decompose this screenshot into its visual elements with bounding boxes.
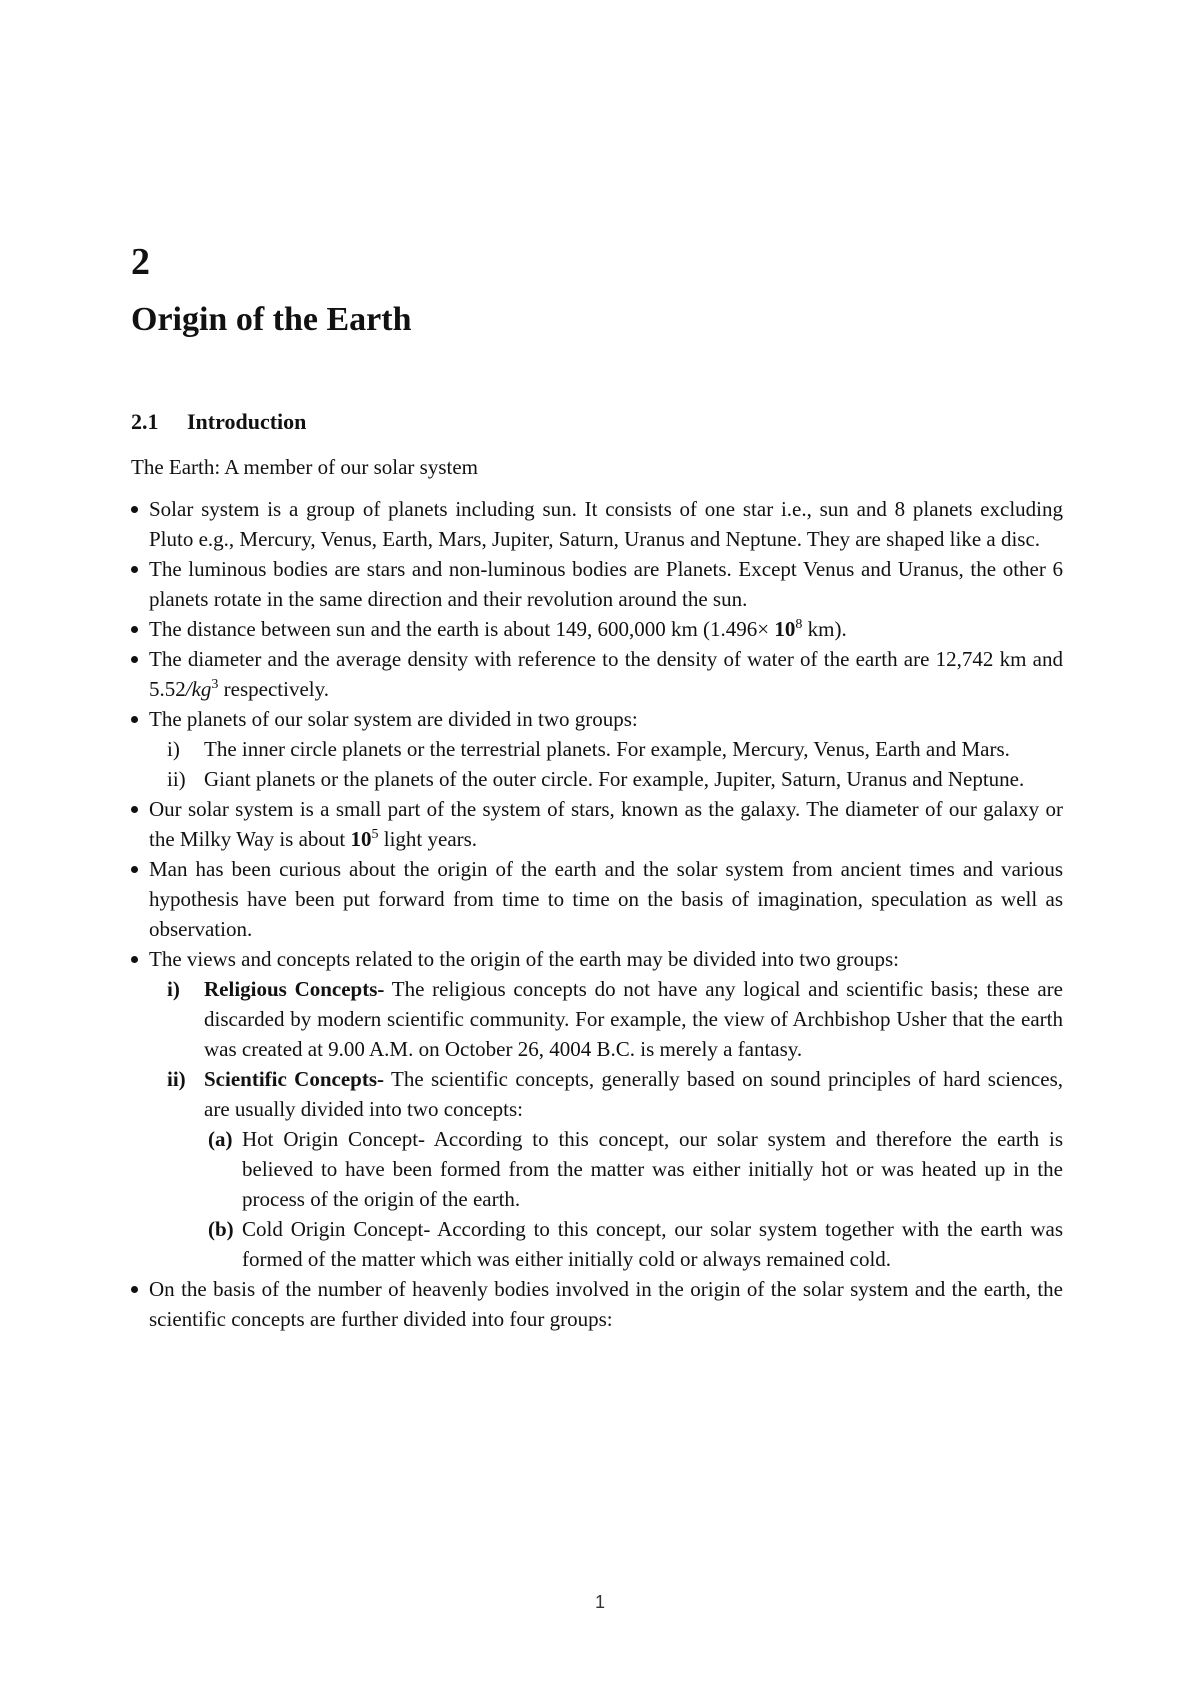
intro-line: The Earth: A member of our solar system bbox=[131, 455, 479, 479]
planet-groups-list bbox=[149, 734, 1063, 794]
distance-unit: km). bbox=[802, 617, 847, 641]
subconcept-text: Hot Origin Concept- According to this concept, our solar system and therefore the earth is believed to have been formed from the matter was either initially hot or was heated up in the process of the origin of the earth. bbox=[242, 1127, 1063, 1211]
distance-text: The distance between sun and the earth is about 149, 600,000 km (1.496× bbox=[149, 617, 775, 641]
galaxy-power-exponent: 5 bbox=[371, 827, 379, 842]
subconcept-hot-origin bbox=[204, 1124, 1063, 1214]
density-unit: /kg bbox=[185, 677, 212, 701]
concepts-list bbox=[149, 974, 1063, 1274]
galaxy-power-base: 10 bbox=[350, 827, 372, 851]
bullet-diameter-density bbox=[131, 644, 1063, 704]
list-marker: ii) bbox=[167, 767, 186, 791]
section-heading bbox=[131, 408, 306, 436]
concept-term: Scientific Concepts- bbox=[204, 1067, 385, 1091]
list-marker: (b) bbox=[208, 1217, 234, 1241]
subconcept-cold-origin bbox=[204, 1214, 1063, 1274]
concept-text: The religious concepts do not have any logical and scientific basis; these are discarded by modern scientific community. For example, the view of Archbishop Usher that the earth was created at 9.00 A.M. on October 26, 4004 B.C. is merely a fantasy. bbox=[204, 977, 1063, 1061]
body-text bbox=[131, 452, 1063, 1334]
planet-group-item bbox=[149, 734, 1063, 764]
bullet-heavenly-bodies: On the basis of the number of heavenly bodies involved in the origin of the solar system and the earth, the scientific concepts are further divided into four groups: bbox=[131, 1274, 1063, 1334]
section-number: 2.1 bbox=[131, 409, 159, 434]
concept-term: Religious Concepts- bbox=[204, 977, 385, 1001]
bullet-planet-groups bbox=[131, 704, 1063, 794]
scientific-subconcepts-list bbox=[204, 1124, 1063, 1274]
density-unit-exponent: 3 bbox=[211, 677, 219, 692]
distance-power-base: 10 bbox=[774, 617, 796, 641]
chapter-number: 2 bbox=[131, 241, 150, 283]
bullet-solar-system: Solar system is a group of planets including sun. It consists of one star i.e., sun and 8 planets excluding Pluto e.g., Mercury, Venus, Earth, Mars, Jupiter, Saturn, Uranus and Neptune. They are shaped like a disc. bbox=[131, 494, 1063, 554]
density-suffix: respectively. bbox=[218, 677, 329, 701]
planet-group-text: The inner circle planets or the terrestrial planets. For example, Mercury, Venus, Earth and Mars. bbox=[204, 737, 1010, 761]
bullet-list bbox=[131, 494, 1063, 1334]
bullet-curiosity: Man has been curious about the origin of the earth and the solar system from ancient times and various hypothesis have been put forward from time to time on the basis of imagination, speculation as well as observation. bbox=[131, 854, 1063, 944]
subconcept-text: Cold Origin Concept- According to this concept, our solar system together with the earth was formed of the matter which was either initially cold or always remained cold. bbox=[242, 1217, 1063, 1271]
section-title: Introduction bbox=[187, 409, 307, 434]
planet-group-item bbox=[149, 764, 1063, 794]
list-marker: i) bbox=[167, 977, 180, 1001]
diameter-text: The diameter and the average density with reference to the density of water of the earth are 12,742 km and 5.52 bbox=[149, 647, 1063, 701]
concept-item-religious bbox=[149, 974, 1063, 1064]
bullet-galaxy bbox=[131, 794, 1063, 854]
bullet-distance bbox=[131, 614, 1063, 644]
list-marker: (a) bbox=[208, 1127, 233, 1151]
bullet-views-concepts bbox=[131, 944, 1063, 1274]
planet-group-text: Giant planets or the planets of the outer circle. For example, Jupiter, Saturn, Uranus and Neptune. bbox=[204, 767, 1025, 791]
bullet-luminous-bodies: The luminous bodies are stars and non-luminous bodies are Planets. Except Venus and Uranus, the other 6 planets rotate in the same direction and their revolution around the sun. bbox=[131, 554, 1063, 614]
list-marker: ii) bbox=[167, 1067, 186, 1091]
galaxy-text: Our solar system is a small part of the system of stars, known as the galaxy. The diameter of our galaxy or the Milky Way is about bbox=[149, 797, 1063, 851]
galaxy-suffix: light years. bbox=[378, 827, 478, 851]
views-concepts-text: The views and concepts related to the origin of the earth may be divided into two groups: bbox=[149, 947, 899, 971]
concept-text: The scientific concepts, generally based on sound principles of hard sciences, are usually divided into two concepts: bbox=[204, 1067, 1063, 1121]
page-number: 1 bbox=[594, 1592, 605, 1612]
concept-item-scientific bbox=[149, 1064, 1063, 1274]
list-marker: i) bbox=[167, 737, 180, 761]
distance-power-exponent: 8 bbox=[795, 617, 803, 632]
planet-groups-text: The planets of our solar system are divided in two groups: bbox=[149, 707, 638, 731]
chapter-title: Origin of the Earth bbox=[131, 301, 412, 338]
